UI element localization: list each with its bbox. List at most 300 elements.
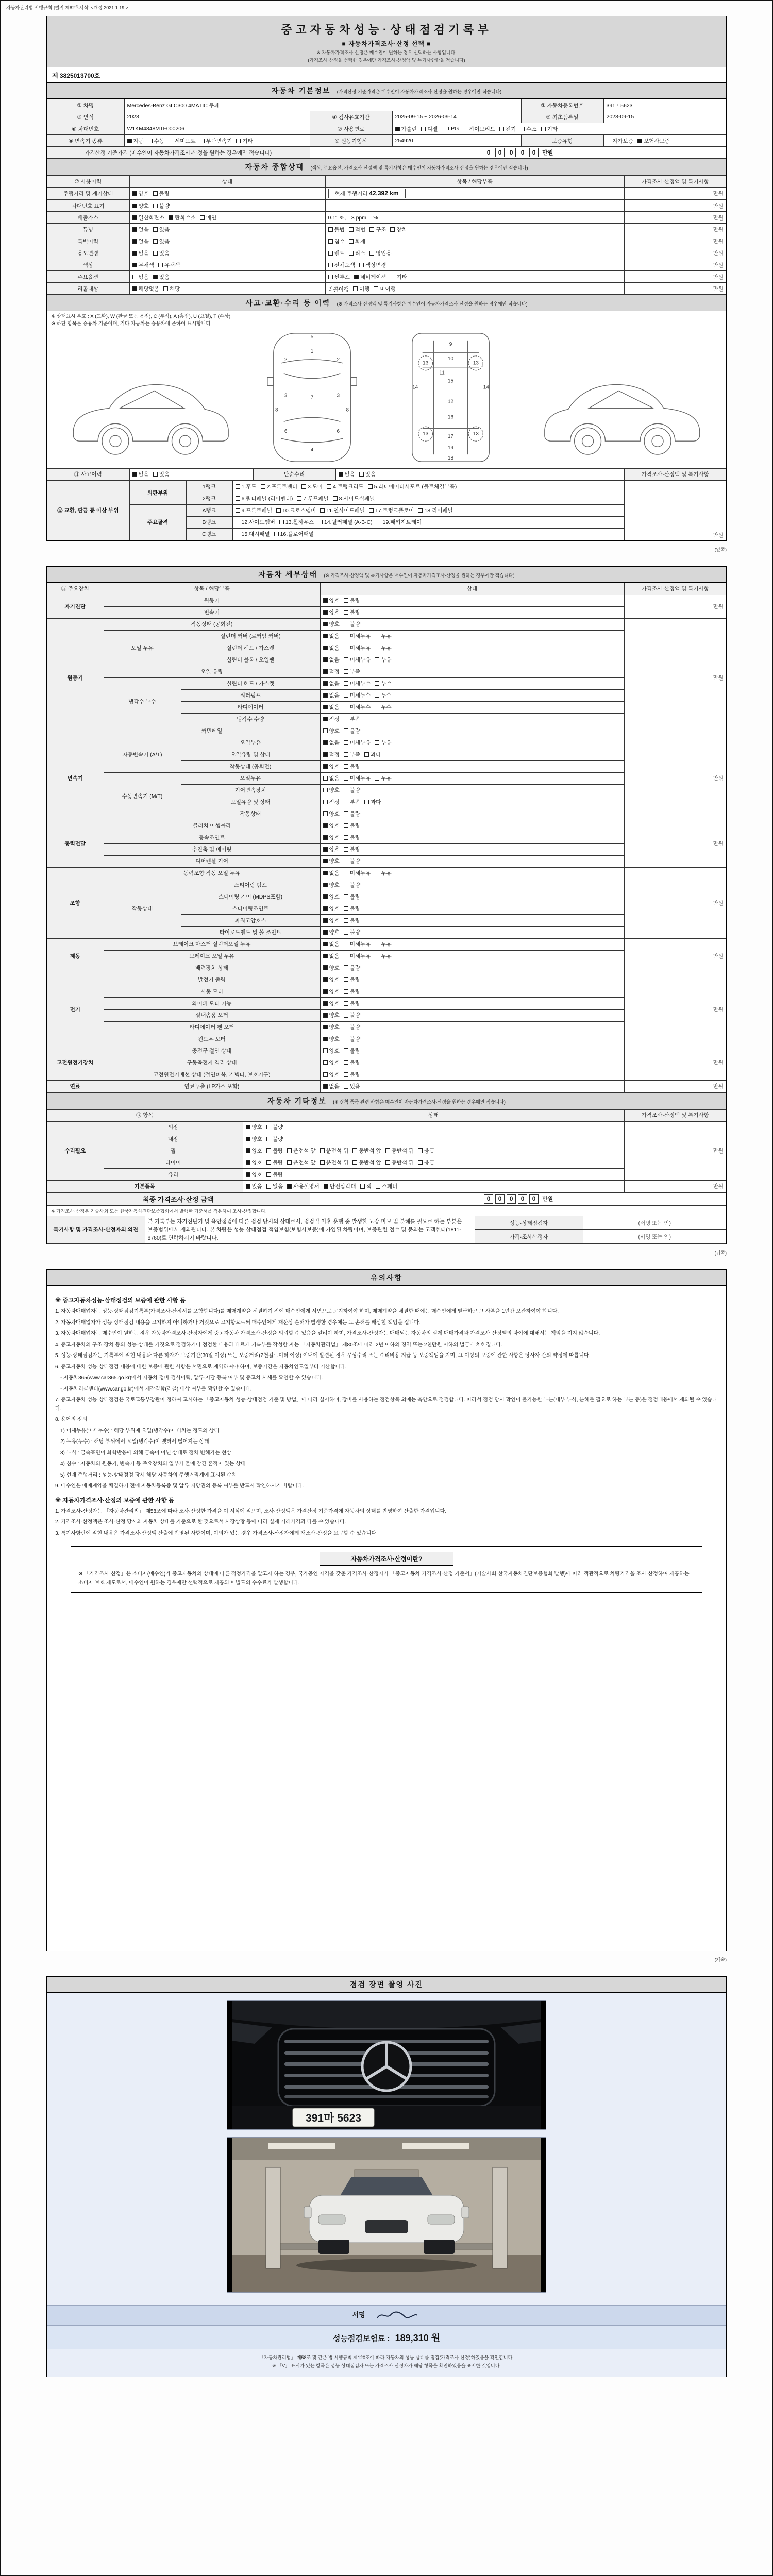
status-checks [320, 595, 624, 606]
fuel-label: ⑦ 사용연료 [310, 123, 392, 135]
status-checks [129, 235, 325, 247]
checkbox-checked[interactable] [323, 1011, 340, 1019]
checkbox-checked[interactable] [324, 1182, 356, 1190]
checkbox-checked[interactable] [323, 822, 340, 829]
checkbox-unchecked[interactable] [344, 845, 360, 853]
group-powertrain: 동력전달 [47, 820, 104, 867]
checkbox-unchecked[interactable] [520, 125, 536, 133]
checkbox-unchecked[interactable] [344, 691, 371, 699]
checkbox-label: 2.프론트펜더 [266, 484, 298, 490]
checkbox-unchecked[interactable] [266, 1159, 283, 1166]
checkbox-unchecked[interactable] [344, 857, 360, 865]
first-reg-label: ⑤ 최초등록일 [521, 111, 603, 123]
checkbox-unchecked[interactable] [236, 483, 257, 490]
checkbox-unchecked[interactable] [153, 238, 170, 245]
checkbox-checked[interactable] [323, 928, 340, 936]
checkbox-checked[interactable] [323, 952, 340, 960]
checkbox-unchecked[interactable] [344, 597, 360, 604]
checkbox-unchecked[interactable] [153, 190, 170, 197]
item-label: 연료누출 (LP가스 포함) [104, 1080, 320, 1092]
checkbox-unchecked[interactable] [541, 125, 558, 133]
checkbox-checked[interactable] [246, 1147, 262, 1155]
checkbox-unchecked[interactable] [236, 530, 270, 538]
checkbox-unchecked[interactable] [375, 691, 391, 699]
checkbox-icon [200, 215, 205, 220]
checkbox-unchecked[interactable] [385, 1159, 414, 1166]
item-label: 고전원전기배선 상태 (절연피복, 커넥터, 보호기구) [104, 1069, 320, 1080]
item-label: 클러치 어셈블리 [104, 820, 320, 832]
checkbox-unchecked[interactable] [266, 1135, 283, 1143]
checkbox-unchecked[interactable] [352, 1147, 381, 1155]
row-label: 주요옵션 [47, 271, 129, 283]
checkbox-icon [323, 1001, 328, 1006]
checkbox-checked[interactable] [132, 285, 160, 293]
checkbox-icon [344, 942, 348, 946]
checkbox-unchecked[interactable] [375, 644, 391, 652]
rank1-checks [232, 481, 624, 493]
checkbox-icon [359, 472, 364, 477]
checkbox-unchecked[interactable] [344, 774, 371, 782]
checkbox-unchecked[interactable] [236, 137, 253, 145]
checkbox-unchecked[interactable] [375, 774, 391, 782]
checkbox-unchecked[interactable] [266, 1171, 283, 1178]
checkbox-icon [375, 646, 379, 650]
checkbox-unchecked[interactable] [375, 940, 391, 948]
checkbox-unchecked[interactable] [279, 518, 314, 526]
checkbox-icon [323, 705, 328, 709]
checkbox-unchecked[interactable] [463, 125, 495, 133]
checkbox-unchecked[interactable] [344, 668, 360, 675]
item-label: 냉각수 수량 [181, 713, 320, 725]
checkbox-label: 해당없음 [138, 285, 160, 292]
checkbox-unchecked[interactable] [320, 506, 365, 514]
checkbox-unchecked[interactable] [327, 483, 363, 490]
checkbox-checked[interactable] [323, 751, 340, 758]
item-label: 실린더 블록 / 오일팬 [181, 654, 320, 666]
checkbox-unchecked[interactable] [344, 1011, 360, 1019]
overall-state-table [47, 175, 726, 295]
checkbox-checked[interactable] [323, 845, 340, 853]
checkbox-checked[interactable] [323, 691, 340, 699]
checkbox-unchecked[interactable] [200, 137, 232, 145]
checkbox-unchecked[interactable] [323, 810, 340, 818]
checkbox-unchecked[interactable] [385, 1147, 414, 1155]
checkbox-label: 양호 [329, 977, 340, 983]
checkbox-checked[interactable] [323, 999, 340, 1007]
checkbox-icon [323, 764, 328, 769]
checkbox-unchecked[interactable] [328, 273, 350, 281]
status-checks [320, 879, 624, 891]
item-label: 실린더 커버 (로커암 커버) [181, 630, 320, 642]
checkbox-label: 불법 [334, 226, 345, 233]
checkbox-unchecked[interactable] [391, 273, 407, 281]
checkbox-checked[interactable] [323, 881, 340, 889]
checkbox-unchecked[interactable] [344, 964, 360, 972]
checkbox-unchecked[interactable] [344, 715, 360, 723]
checkbox-checked[interactable] [323, 680, 340, 687]
checkbox-unchecked[interactable] [344, 1035, 360, 1043]
checkbox-unchecked[interactable] [359, 261, 386, 269]
checkbox-checked[interactable] [323, 857, 340, 865]
checkbox-unchecked[interactable] [328, 238, 345, 245]
checkbox-unchecked[interactable] [344, 656, 371, 664]
checkbox-unchecked[interactable] [418, 506, 452, 514]
checkbox-unchecked[interactable] [276, 506, 316, 514]
checkbox-label: 미세누유 [349, 870, 371, 876]
checkbox-unchecked[interactable] [287, 1147, 316, 1155]
checkbox-icon [323, 634, 328, 638]
checkbox-unchecked[interactable] [418, 1159, 434, 1166]
checkbox-unchecked[interactable] [369, 506, 414, 514]
checkbox-checked[interactable] [127, 137, 144, 145]
checkbox-unchecked[interactable] [375, 656, 391, 664]
status-checks [320, 926, 624, 938]
status-checks [129, 283, 325, 295]
checkbox-icon [236, 520, 240, 524]
checkbox-icon [323, 906, 328, 911]
checkbox-unchecked[interactable] [344, 822, 360, 829]
checkbox-unchecked[interactable] [266, 1182, 283, 1190]
checkbox-unchecked[interactable] [344, 976, 360, 984]
checkbox-unchecked[interactable] [344, 608, 360, 616]
checkbox-icon [344, 669, 348, 674]
checkbox-icon [323, 598, 328, 603]
notice-sec2-title: ※ 자동차가격조사·산정의 보증에 관한 사항 등 [55, 1497, 174, 1504]
checkbox-checked[interactable] [132, 238, 149, 245]
checkbox-unchecked[interactable] [153, 202, 170, 210]
checkbox-unchecked[interactable] [349, 249, 365, 257]
checkbox-icon [320, 508, 325, 513]
checkbox-unchecked[interactable] [376, 1182, 397, 1190]
checkbox-checked[interactable] [637, 137, 670, 145]
base-price-label: 가격산정 기준가격 (매수인이 자동차가격조사·산정을 원하는 경우에만 적습니다) [47, 147, 310, 159]
checkbox-unchecked[interactable] [344, 644, 371, 652]
price-survey-definition-box [71, 1546, 702, 1593]
checkbox-unchecked[interactable] [344, 1059, 360, 1066]
status-checks [129, 200, 325, 212]
checkbox-checked[interactable] [246, 1182, 262, 1190]
checkbox-unchecked[interactable] [344, 739, 371, 747]
checkbox-unchecked[interactable] [352, 1159, 381, 1166]
checkbox-unchecked[interactable] [320, 1147, 349, 1155]
checkbox-label: 3.도어 [308, 484, 323, 490]
checkbox-checked[interactable] [323, 905, 340, 912]
checkbox-icon [323, 728, 328, 733]
checkbox-unchecked[interactable] [421, 125, 438, 133]
checkbox-unchecked[interactable] [323, 774, 340, 782]
checkbox-checked[interactable] [323, 703, 340, 711]
checkbox-icon [352, 1148, 357, 1153]
checkbox-checked[interactable] [246, 1123, 262, 1131]
checkbox-unchecked[interactable] [369, 226, 386, 233]
checkbox-unchecked[interactable] [153, 249, 170, 257]
checkbox-icon [323, 918, 328, 923]
checkbox-unchecked[interactable] [344, 798, 360, 806]
price-cell: 만원 [624, 224, 726, 235]
checkbox-icon [344, 1013, 348, 1018]
checkbox-unchecked[interactable] [169, 137, 196, 145]
status-checks [320, 950, 624, 962]
checkbox-unchecked[interactable] [368, 483, 457, 490]
checkbox-icon [344, 717, 348, 721]
checkbox-label: 운전석 앞 [293, 1160, 316, 1166]
checkbox-icon [344, 989, 348, 994]
checkbox-unchecked[interactable] [375, 680, 391, 687]
checkbox-unchecked[interactable] [375, 869, 391, 877]
checkbox-unchecked[interactable] [261, 483, 297, 490]
checkbox-label: 일산화탄소 [138, 214, 165, 221]
checkbox-unchecked[interactable] [344, 928, 360, 936]
checkbox-checked[interactable] [323, 597, 340, 604]
checkbox-unchecked[interactable] [364, 751, 381, 758]
checkbox-unchecked[interactable] [344, 680, 371, 687]
checkbox-unchecked[interactable] [359, 470, 376, 478]
checkbox-checked[interactable] [246, 1159, 262, 1166]
checkbox-checked[interactable] [323, 1035, 340, 1043]
checkbox-unchecked[interactable] [153, 470, 170, 478]
checkbox-unchecked[interactable] [344, 620, 360, 628]
checkbox-unchecked[interactable] [353, 285, 369, 293]
panel-number: 9 [449, 341, 452, 347]
checkbox-checked[interactable] [323, 988, 340, 995]
checkbox-unchecked[interactable] [349, 226, 365, 233]
checkbox-unchecked[interactable] [236, 495, 293, 502]
item-label: 오일누유 [181, 737, 320, 749]
item-label: 타이어 [104, 1157, 243, 1168]
checkbox-checked[interactable] [323, 608, 340, 616]
checkbox-unchecked[interactable] [344, 1023, 360, 1031]
checkbox-unchecked[interactable] [375, 952, 391, 960]
status-checks [320, 737, 624, 749]
checkbox-unchecked[interactable] [297, 495, 328, 502]
checkbox-icon [323, 740, 328, 745]
checkbox-unchecked[interactable] [499, 125, 516, 133]
checkbox-unchecked[interactable] [344, 786, 360, 794]
item-label: 오일유량 및 상태 [181, 796, 320, 808]
checkbox-unchecked[interactable] [132, 273, 149, 281]
col-item: 항목 / 해당부품 [325, 176, 624, 188]
checkbox-unchecked[interactable] [375, 703, 391, 711]
checkbox-checked[interactable] [323, 632, 340, 640]
checkbox-unchecked[interactable] [360, 1182, 372, 1190]
checkbox-icon [153, 191, 158, 196]
checkbox-label: 장치 [396, 226, 407, 233]
checkbox-checked[interactable] [132, 214, 165, 222]
checkbox-checked[interactable] [287, 1182, 320, 1190]
checkbox-unchecked[interactable] [418, 1147, 434, 1155]
checkbox-icon [279, 520, 284, 524]
checkbox-unchecked[interactable] [375, 632, 391, 640]
checkbox-checked[interactable] [323, 1082, 340, 1090]
checkbox-label: 불량 [349, 906, 361, 912]
checkbox-unchecked[interactable] [236, 518, 275, 526]
checkbox-checked[interactable] [246, 1135, 262, 1143]
checkbox-unchecked[interactable] [344, 1071, 360, 1078]
outer-panel-label: 외판부위 [129, 481, 186, 504]
checkbox-unchecked[interactable] [344, 762, 360, 770]
notice-item: 7. 중고자동차 성능·상태점검은 국토교통부장관이 정하여 고시하는 「중고자동차 성능·상태점검 기준 및 방법」에 따라 실시하며, 장비를 사용하는 점검항목 외에는 육안으로 점검합니다. 따라서 점검 당시 확인이 불가능한 부분(내부 부식, 분해를 필요로 하는 부분 등)은 점검내용에서 제외될 수 있습니다. [55, 1397, 717, 1412]
final-price-note: ※ 가격조사·산정은 기술사회 또는 한국자동차진단보증협회에서 발행한 기준서를 적용하여 조사·산정합니다. [47, 1206, 726, 1216]
checkbox-label: 불량 [349, 811, 361, 817]
checkbox-icon [323, 800, 328, 804]
checkbox-checked[interactable] [323, 715, 340, 723]
checkbox-unchecked[interactable] [344, 869, 371, 877]
status-checks [320, 832, 624, 843]
status-checks [320, 666, 624, 677]
checkbox-unchecked[interactable] [344, 917, 360, 924]
legend-line-2: ※ 하단 항목은 승용차 기준이며, 기타 자동차는 승용차에 준하여 표시합니다. [51, 321, 212, 327]
checkbox-unchecked[interactable] [344, 940, 371, 948]
checkbox-unchecked[interactable] [442, 126, 459, 132]
checkbox-unchecked[interactable] [344, 751, 360, 758]
checkbox-label: 화재 [355, 238, 366, 245]
checkbox-unchecked[interactable] [236, 506, 272, 514]
price-cell: 만원 [624, 595, 726, 618]
checkbox-unchecked[interactable] [344, 1047, 360, 1055]
checkbox-unchecked[interactable] [323, 786, 340, 794]
checkbox-icon [323, 811, 328, 816]
checkbox-icon [364, 800, 369, 804]
checkbox-unchecked[interactable] [344, 881, 360, 889]
price-cell: 만원 [624, 938, 726, 974]
checkbox-checked[interactable] [153, 273, 170, 281]
checkbox-icon [364, 752, 369, 757]
checkbox-unchecked[interactable] [375, 739, 391, 747]
checkbox-checked[interactable] [323, 964, 340, 972]
checkbox-unchecked[interactable] [323, 1071, 340, 1078]
group-steering: 조향 [47, 867, 104, 938]
checkbox-checked[interactable] [323, 656, 340, 664]
checkbox-unchecked[interactable] [323, 1047, 340, 1055]
checkbox-checked[interactable] [246, 1171, 262, 1178]
checkbox-unchecked[interactable] [323, 798, 340, 806]
checkbox-label: 기타 [547, 126, 558, 132]
checkbox-unchecked[interactable] [318, 518, 373, 526]
checkbox-unchecked[interactable] [344, 703, 371, 711]
checkbox-icon [344, 1037, 348, 1041]
checkbox-checked[interactable] [323, 940, 340, 948]
checkbox-unchecked[interactable] [333, 495, 375, 502]
checkbox-icon [287, 1160, 292, 1165]
checkbox-unchecked[interactable] [153, 226, 170, 233]
checkbox-unchecked[interactable] [607, 137, 634, 145]
checkbox-checked[interactable] [354, 273, 386, 281]
checkbox-unchecked[interactable] [349, 238, 365, 245]
checkbox-checked[interactable] [323, 668, 340, 675]
checkbox-unchecked[interactable] [328, 249, 345, 257]
checkbox-checked[interactable] [132, 249, 149, 257]
checkbox-label: 11.인사이드패널 [326, 507, 365, 514]
checkbox-checked[interactable] [339, 470, 355, 478]
checkbox-checked[interactable] [323, 739, 340, 747]
group-high-voltage: 고전원전기장치 [47, 1045, 104, 1080]
checkbox-checked[interactable] [323, 762, 340, 770]
checkbox-checked[interactable] [132, 202, 149, 210]
checkbox-unchecked[interactable] [344, 999, 360, 1007]
checkbox-unchecked[interactable] [344, 905, 360, 912]
checkbox-unchecked[interactable] [344, 632, 371, 640]
checkbox-unchecked[interactable] [390, 226, 407, 233]
checkbox-checked[interactable] [132, 190, 149, 197]
checkbox-unchecked[interactable] [344, 893, 360, 901]
checkbox-label: 미이행 [380, 285, 396, 292]
price-cell: 만원 [624, 235, 726, 247]
checkbox-checked[interactable] [323, 917, 340, 924]
checkbox-label: 부족 [349, 716, 361, 722]
checkbox-unchecked[interactable] [328, 226, 345, 233]
checkbox-unchecked[interactable] [323, 727, 340, 735]
checkbox-checked[interactable] [323, 976, 340, 984]
checkbox-icon [127, 139, 132, 143]
checkbox-checked[interactable] [132, 470, 149, 478]
checkbox-unchecked[interactable] [369, 249, 391, 257]
checkbox-unchecked[interactable] [344, 727, 360, 735]
checkbox-unchecked[interactable] [274, 530, 314, 538]
checkbox-unchecked[interactable] [163, 285, 180, 293]
checkbox-label: 운전석 앞 [293, 1148, 316, 1154]
checkbox-unchecked[interactable] [158, 261, 180, 269]
final-price-digits [483, 1196, 540, 1202]
checkbox-unchecked[interactable] [266, 1123, 283, 1131]
checkbox-checked[interactable] [323, 620, 340, 628]
checkbox-unchecked[interactable] [328, 261, 356, 269]
row-extra [325, 200, 624, 212]
checkbox-unchecked[interactable] [364, 798, 381, 806]
checkbox-unchecked[interactable] [287, 1159, 316, 1166]
checkbox-checked[interactable] [323, 1023, 340, 1031]
checkbox-checked[interactable] [132, 261, 154, 269]
recall-label: 리콜이행 [328, 286, 349, 293]
checkbox-unchecked[interactable] [323, 1059, 340, 1066]
checkbox-checked[interactable] [323, 644, 340, 652]
checkbox-unchecked[interactable] [320, 1159, 349, 1166]
checkbox-unchecked[interactable] [266, 1147, 283, 1155]
checkbox-checked[interactable] [395, 125, 417, 133]
checkbox-unchecked[interactable] [374, 285, 395, 293]
checkbox-checked[interactable] [323, 834, 340, 841]
checkbox-icon [246, 1137, 250, 1141]
checkbox-checked[interactable] [323, 893, 340, 901]
checkbox-label: 불량 [349, 609, 361, 616]
checkbox-unchecked[interactable] [344, 988, 360, 995]
checkbox-unchecked[interactable] [377, 518, 422, 526]
checkbox-unchecked[interactable] [344, 952, 371, 960]
checkbox-label: 양호 [329, 846, 340, 853]
section-photos [47, 1977, 726, 1993]
checkbox-unchecked[interactable] [148, 137, 164, 145]
checkbox-icon [354, 275, 359, 279]
row-extra [325, 235, 624, 247]
checkbox-checked[interactable] [169, 214, 196, 222]
status-checks [320, 820, 624, 832]
page-3-block [46, 1269, 727, 1951]
notice-item: 5) 현재 주행거리 : 성능·상태점검 당시 해당 자동차의 주행거리계에 표시된 수치 [55, 1472, 237, 1478]
mileage-box [328, 189, 406, 198]
checkbox-checked[interactable] [132, 226, 149, 233]
checkbox-checked[interactable] [323, 869, 340, 877]
checkbox-unchecked[interactable] [344, 834, 360, 841]
panel-number: 8 [346, 406, 349, 413]
checkbox-unchecked[interactable] [301, 483, 323, 490]
checkbox-unchecked[interactable] [200, 214, 216, 222]
section-notice [47, 1270, 726, 1286]
checkbox-label: 적법 [355, 226, 366, 233]
car-name-value: Mercedes-Benz GLC300 4MATIC 쿠페 [124, 99, 521, 111]
section-accident-history [47, 295, 726, 311]
checkbox-unchecked[interactable] [344, 810, 360, 818]
checkbox-unchecked[interactable] [344, 1082, 360, 1090]
checkbox-icon [323, 883, 328, 887]
